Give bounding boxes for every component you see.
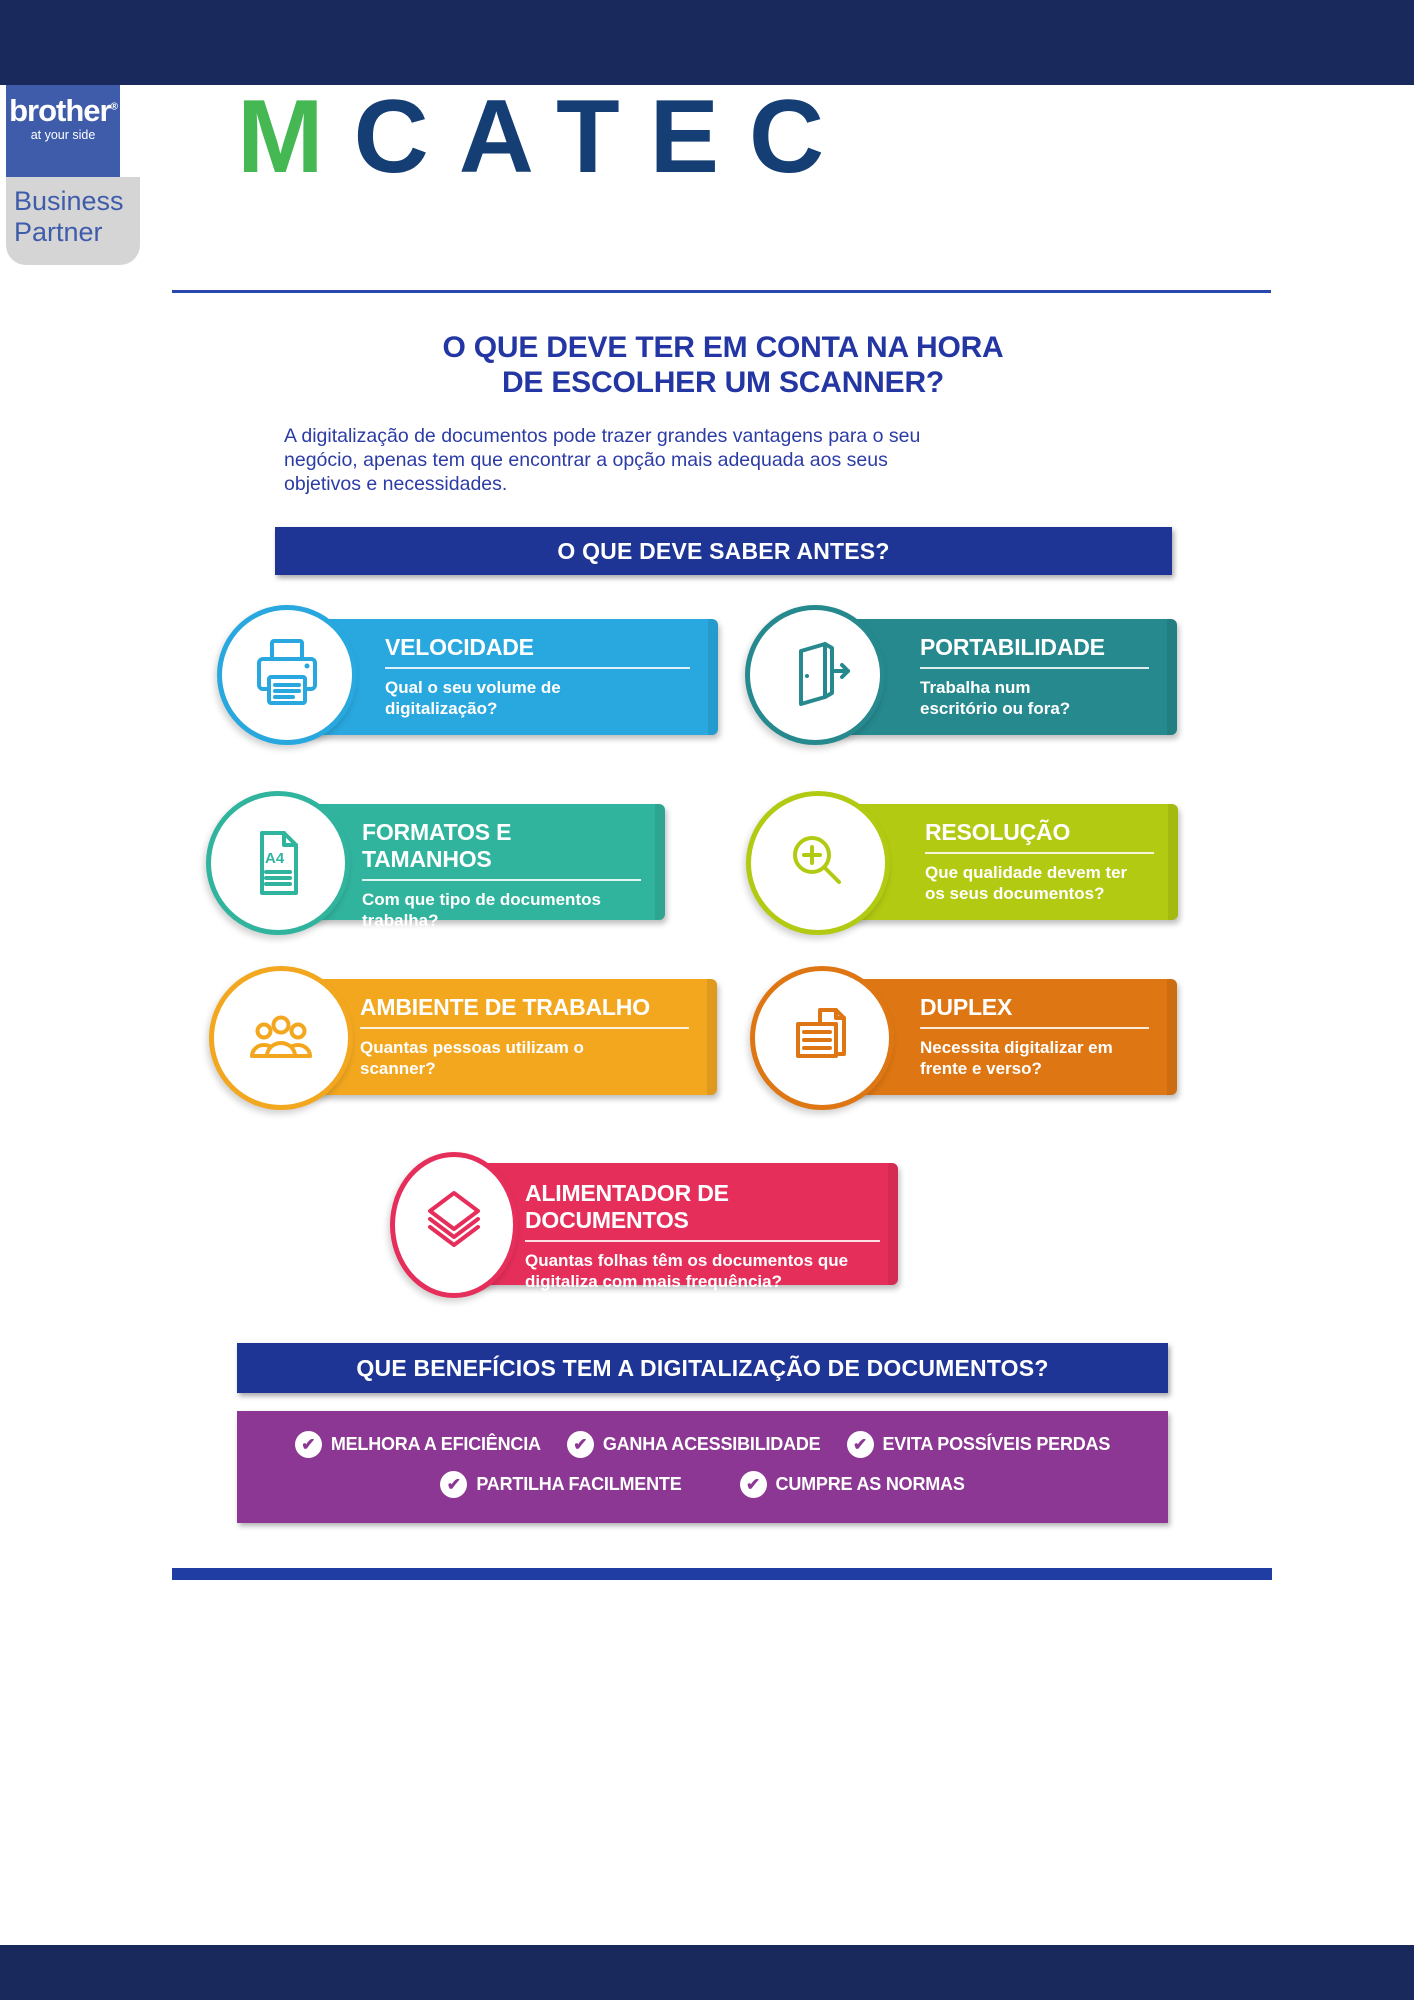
business-partner-badge (6, 177, 140, 265)
card-title: FORMATOS E TAMANHOS (362, 819, 512, 872)
benefit-item (295, 1431, 541, 1458)
bottom-navy-bar (0, 1945, 1414, 2000)
card-title-underline (920, 667, 1149, 669)
card-question: Necessita digitalizar em frente e verso? (920, 1038, 1113, 1078)
benefits-box (237, 1411, 1168, 1523)
card-formatos-tamanhos (265, 804, 665, 930)
header-divider-line (172, 290, 1271, 293)
card-title-underline (920, 1027, 1149, 1029)
card-title: VELOCIDADE (385, 634, 534, 660)
mcatec-logo-m: M (237, 79, 354, 195)
card-title: AMBIENTE DE TRABALHO (360, 994, 650, 1020)
business-partner-line2: Partner (14, 217, 103, 247)
page-title (273, 330, 1173, 400)
benefit-label: MELHORA A EFICIÊNCIA (330, 1434, 541, 1454)
card-title: PORTABILIDADE (920, 634, 1105, 660)
svg-text:A4: A4 (265, 850, 285, 867)
card-title: RESOLUÇÃO (925, 819, 1071, 845)
mcatec-logo (237, 79, 855, 195)
card-title-underline (385, 667, 690, 669)
magnifier-icon (746, 791, 890, 935)
benefits-row-2 (440, 1471, 964, 1498)
page-title-line2: DE ESCOLHER UM SCANNER? (501, 366, 945, 399)
brother-wordmark: brother® (9, 93, 117, 128)
card-alimentador-documentos (470, 1163, 898, 1291)
mcatec-logo-catec: CATEC (353, 79, 855, 195)
page-title-line1: O QUE DEVE TER EM CONTA NA HORA (442, 331, 1004, 364)
top-navy-bar (0, 0, 1414, 85)
card-title: ALIMENTADOR DE DOCUMENTOS (525, 1180, 729, 1233)
check-icon: ✔ (567, 1431, 594, 1458)
benefit-item (847, 1431, 1111, 1458)
card-resolucao (828, 804, 1178, 920)
section-banner-saber-antes: O QUE DEVE SABER ANTES? (275, 527, 1172, 575)
registered-mark: ® (110, 101, 117, 113)
card-ambiente-trabalho (293, 979, 717, 1095)
card-bar (293, 979, 717, 1095)
check-icon: ✔ (740, 1471, 767, 1498)
card-question: Trabalha num escritório ou fora? (920, 678, 1071, 718)
card-title: DUPLEX (920, 994, 1013, 1020)
footer-divider-line (172, 1568, 1272, 1580)
card-title-underline (360, 1027, 689, 1029)
duplex-documents-icon (750, 966, 894, 1110)
benefit-item (440, 1471, 681, 1498)
card-title-underline (362, 879, 641, 881)
people-icon (209, 966, 353, 1110)
benefit-label: GANHA ACESSIBILIDADE (602, 1434, 821, 1454)
benefit-item (740, 1471, 965, 1498)
benefit-item (567, 1431, 821, 1458)
intro-paragraph: A digitalização de documentos pode trazer grandes vantagens para o seu negócio, apenas tem que encontrar a opção mais adequada aos seus objetivos e necessidades. (284, 425, 921, 495)
card-bar (470, 1163, 898, 1291)
paper-stack-icon (390, 1152, 518, 1298)
printer-icon (217, 605, 357, 745)
benefit-label: PARTILHA FACILMENTE (476, 1474, 682, 1494)
card-bar (300, 619, 718, 735)
check-icon: ✔ (847, 1431, 874, 1458)
benefit-label: EVITA POSSÍVEIS PERDAS (882, 1434, 1111, 1454)
card-velocidade (300, 619, 718, 735)
check-icon: ✔ (440, 1471, 467, 1498)
section-banner-beneficios: QUE BENEFÍCIOS TEM A DIGITALIZAÇÃO DE DOCUMENTOS? (237, 1343, 1168, 1393)
benefit-label: CUMPRE AS NORMAS (775, 1474, 965, 1494)
brother-tagline: at your side (30, 128, 96, 142)
card-duplex (836, 979, 1177, 1095)
card-question: Quantas folhas têm os documentos que digitaliza com mais frequência? (525, 1251, 849, 1291)
card-question: Que qualidade devem ter os seus documentos? (925, 863, 1128, 903)
door-icon (745, 605, 885, 745)
check-icon: ✔ (295, 1431, 322, 1458)
card-question: Quantas pessoas utilizam o scanner? (360, 1038, 584, 1078)
card-question: Qual o seu volume de digitalização? (385, 678, 561, 718)
card-title-underline (525, 1240, 880, 1242)
business-partner-line1: Business (14, 186, 124, 216)
card-portabilidade (828, 619, 1177, 735)
benefits-row-1 (295, 1431, 1110, 1458)
card-question: Com que tipo de documentos trabalha? (362, 890, 601, 930)
card-title-underline (925, 852, 1154, 854)
brother-logo (6, 85, 120, 177)
a4-document-icon (206, 791, 350, 935)
